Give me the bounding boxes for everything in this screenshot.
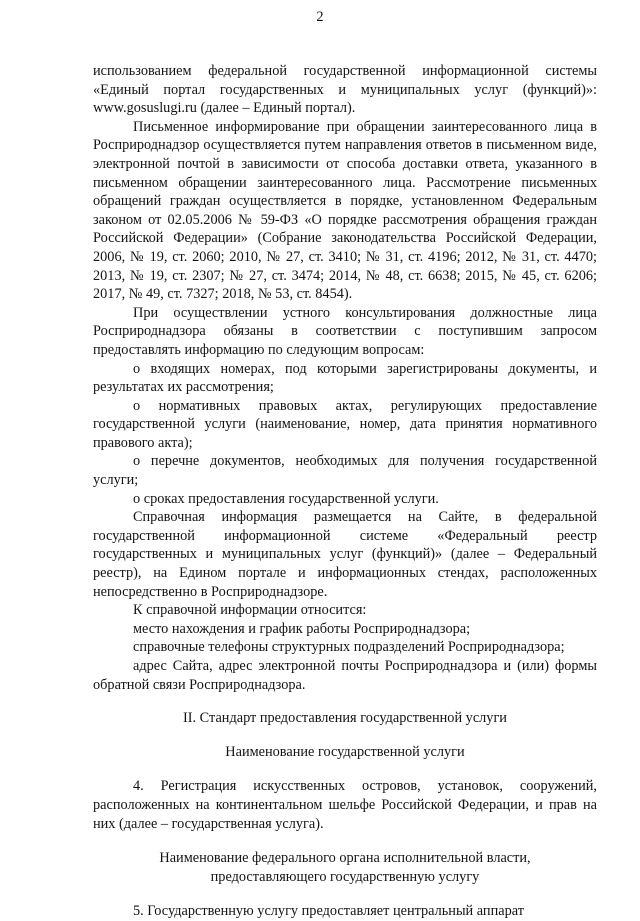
subsection-title: Наименование государственной услуги — [225, 743, 465, 760]
list-item-documents-list: о перечне документов, необходимых для получения государственной услуги; — [93, 453, 597, 489]
section-title: II. Стандарт предоставления государственной услуги — [183, 710, 507, 727]
item-5-paragraph: 5. Государственную услугу предоставляет центральный аппарат — [133, 903, 524, 920]
paragraph-gosuslugi: использованием федеральной государственной информационной системы «Единый портал государственных и муниципальных услуг (функций)»: www.gosuslugi.ru (далее – Единый портал). — [93, 63, 597, 117]
list-item-site-email: адрес Сайта, адрес электронной почты Росприроднадзора и (или) формы обратной связи Росприроднадзора. — [93, 658, 597, 693]
page-number: 2 — [316, 9, 324, 25]
paragraph-reference-info: Справочная информация размещается на Сайте, в федеральной государственной информационной системе «Федеральный реестр государственных и муниципальных услуг (функций)» (далее – Федеральный реестр), на Едином портале и информационных стендах, расположенных непосредственно в Росприроднадзоре. — [93, 509, 597, 600]
paragraph-oral-consulting: При осуществлении устного консультирования должностные лица Росприроднадзора обязаны в соответствии с поступившим запросом предоставлять информацию по следующим вопросам: — [93, 304, 597, 358]
item-4-paragraph: 4. Регистрация искусственных островов, установок, сооружений, расположенных на континентальном шельфе Российской Федерации, и прав на них (далее – государственная услуга). — [93, 778, 597, 832]
subsection-title-authority-line1: Наименование федерального органа исполнительной власти, — [159, 850, 531, 867]
subsection-title-authority-line2: предоставляющего государственную услугу — [210, 868, 480, 885]
list-item-normative-acts: о нормативных правовых актах, регулирующих предоставление государственной услуги (наименование, номер, дата принятия нормативного правового акта); — [93, 397, 597, 451]
list-item-phones: справочные телефоны структурных подразделений Росприроднадзора; — [133, 639, 565, 656]
list-item-service-terms: о сроках предоставления государственной услуги. — [133, 490, 439, 507]
list-item-location-schedule: место нахождения и график работы Росприроднадзора; — [133, 620, 471, 637]
list-item-incoming-numbers: о входящих номерах, под которыми зарегистрированы документы, и результатах их рассмотрения; — [93, 360, 597, 396]
paragraph-reference-includes: К справочной информации относится: — [133, 602, 367, 619]
paragraph-written-informing: Письменное информирование при обращении заинтересованного лица в Росприроднадзор осуществляется путем направления ответов в письменном виде, электронной почтой в зависимости от способа доставки ответа, указанного в письменном обращении заинтересованного лица. Рассмотрение письменных обращений граждан осуществляется в порядке, установленном Федеральным законом от 02.05.2006 № 59-ФЗ «О порядке рассмотрения обращения граждан Российской Федерации» (Собрание законодательства Российской Федерации, 2006, № 19, ст. 2060; 2010, № 27, ст. 3410; № 31, ст. 4196; 2012, № 31, ст. 4470; 2013, № 19, ст. 2307; № 27, ст. 3474; 2014, № 48, ст. 6638; 2015, № 45, ст. 6206; 2017, № 49, ст. 7327; 2018, № 53, ст. 8454). — [93, 118, 597, 303]
document-body — [93, 62, 597, 921]
